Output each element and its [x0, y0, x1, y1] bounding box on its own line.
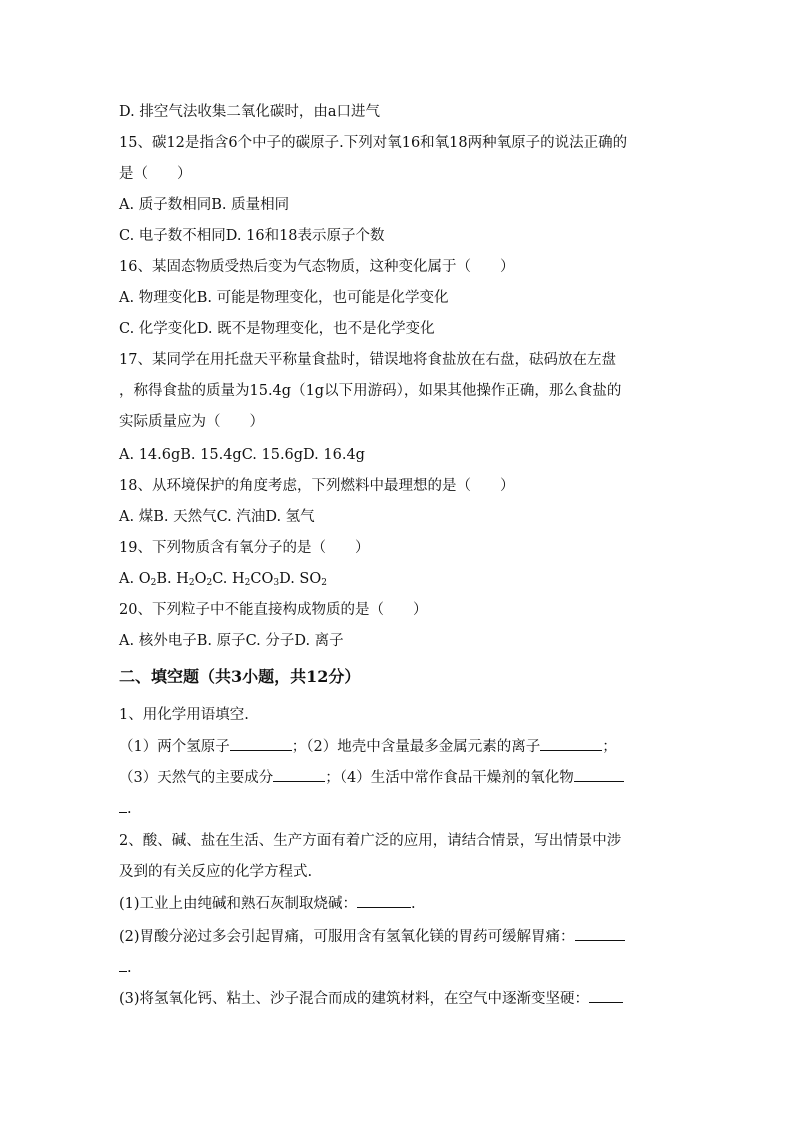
q19-options	[119, 569, 327, 593]
q18-stem: 18、从环境保护的角度考虑，下列燃料中最理想的是（ ）	[119, 478, 515, 494]
fill1-answer-blank-2[interactable]	[540, 736, 602, 751]
q16-options-ab: A. 物理变化B. 可能是物理变化，也可能是化学变化	[119, 290, 449, 306]
q19-option-d: D. $SO_2$	[279, 571, 327, 588]
q14-option-d: D. 排空气法收集二氧化碳时，由a口进气	[119, 104, 380, 120]
q15-stem-line1: 15、碳12是指含6个中子的碳原子.下列对氧16和氧18两种氧原子的说法正确的	[119, 135, 628, 151]
fill2-scenario-3: (3)将氢氧化钙、粘土、沙子混合而成的建筑材料，在空气中逐渐变坚硬：	[119, 988, 623, 1009]
fill2-stem-line2: 及到的有关反应的化学方程式.	[119, 864, 313, 880]
fill1-answer-blank-1[interactable]	[230, 736, 292, 751]
q19-option-a: A. $O_2$	[119, 571, 157, 588]
q17-options: A. 14.6gB. 15.4gC. 15.6gD. 16.4g	[119, 447, 365, 463]
q15-options-cd: C. 电子数不相同D. 16和18表示原子个数	[119, 228, 385, 244]
fill1-answer-blank-4a[interactable]	[574, 767, 624, 782]
fill2-answer-blank-2b[interactable]	[119, 957, 127, 972]
q15-stem-line2: 是（ ）	[119, 166, 192, 182]
q19-option-b: B. $H_2O_2$	[156, 571, 213, 588]
q17-stem-line1: 17、某同学在用托盘天平称量食盐时，错误地将食盐放在右盘，砝码放在左盘	[119, 352, 616, 368]
q19-stem: 19、下列物质含有氧分子的是（ ）	[119, 540, 370, 556]
fill2-scenario-1: (1)工业上由纯碱和熟石灰制取烧碱： .	[119, 893, 416, 914]
fill2-answer-blank-3[interactable]	[589, 988, 623, 1003]
fill1-line1: （1）两个氢原子 ；（2）地壳中含量最多金属元素的离子 ；	[119, 736, 617, 757]
q18-options: A. 煤B. 天然气C. 汽油D. 氢气	[119, 509, 315, 525]
q19-option-c: C. $H_2CO_3$	[212, 571, 280, 588]
fill2-stem-line1: 2、酸、碱、盐在生活、生产方面有着广泛的应用，请结合情景，写出情景中涉	[119, 833, 622, 849]
fill1-answer-blank-3[interactable]	[273, 767, 325, 782]
q20-options: A. 核外电子B. 原子C. 分子D. 离子	[119, 633, 344, 649]
fill2-answer-blank-2a[interactable]	[575, 926, 625, 941]
fill2-answer-blank-1[interactable]	[357, 893, 411, 908]
q17-stem-line3: 实际质量应为（ ）	[119, 414, 264, 430]
q20-stem: 20、下列粒子中不能直接构成物质的是（ ）	[119, 602, 428, 618]
fill1-stem: 1、用化学用语填空.	[119, 707, 249, 723]
q16-stem: 16、某固态物质受热后变为气态物质，这种变化属于（ ）	[119, 259, 515, 275]
q16-options-cd: C. 化学变化D. 既不是物理变化，也不是化学变化	[119, 321, 435, 337]
fill1-line3: .	[119, 798, 132, 819]
q17-stem-line2: ，称得食盐的质量为15.4g（1g以下用游码），如果其他操作正确，那么食盐的	[119, 383, 622, 399]
fill2-scenario-2-cont: .	[119, 957, 132, 978]
section-fill-in-title: 二、填空题（共3小题，共12分）	[119, 667, 361, 686]
fill1-line2: （3）天然气的主要成分 ；（4）生活中常作食品干燥剂的氧化物	[119, 767, 624, 788]
q15-options-ab: A. 质子数相同B. 质量相同	[119, 197, 290, 213]
fill2-scenario-2: (2)胃酸分泌过多会引起胃痛，可服用含有氢氧化镁的胃药可缓解胃痛：	[119, 926, 625, 947]
fill1-answer-blank-4b[interactable]	[119, 798, 127, 813]
